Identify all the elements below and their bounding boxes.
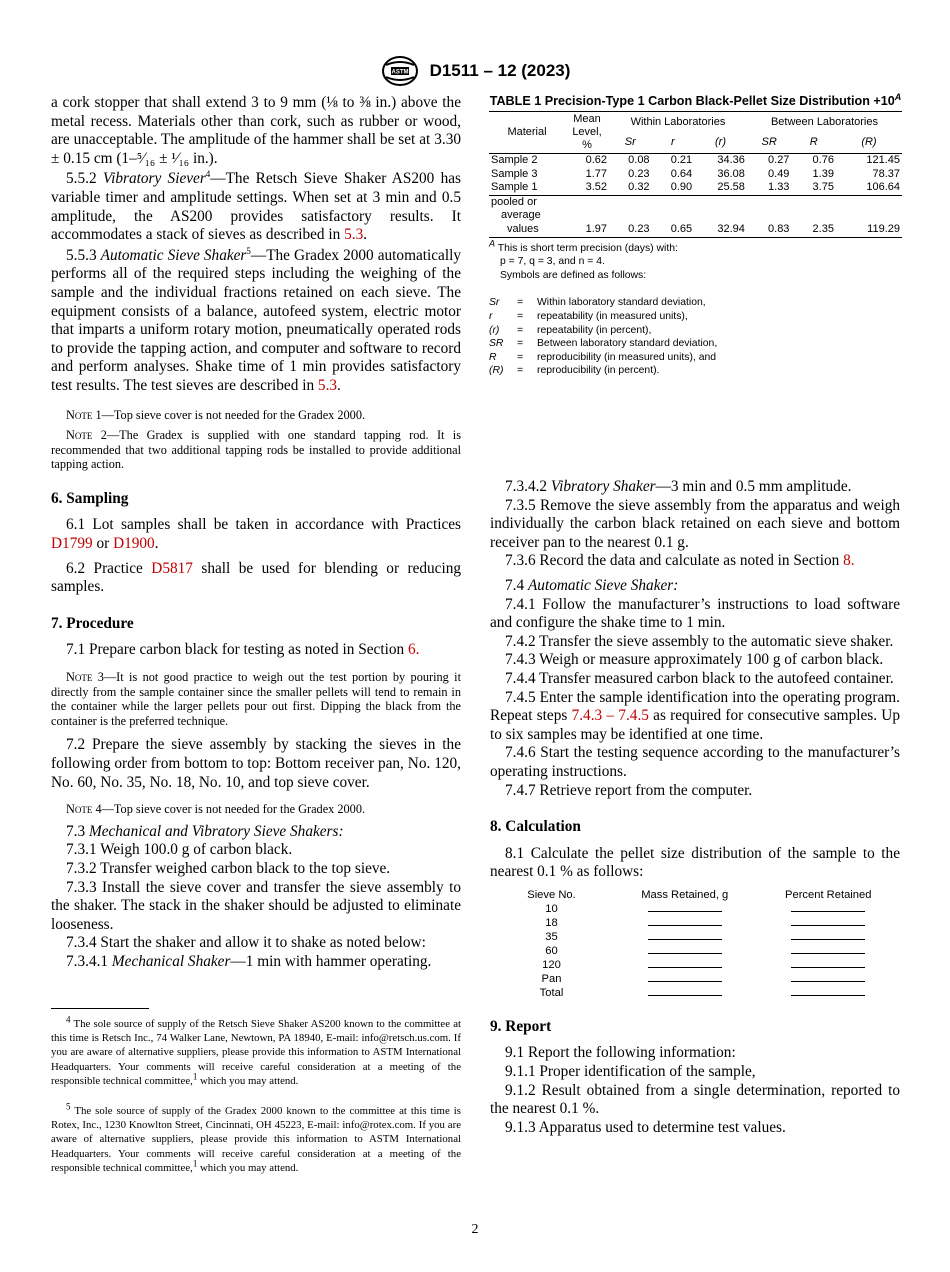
- page-header: [0, 55, 950, 87]
- link-section-6[interactable]: 6.: [407, 641, 420, 659]
- paragraph-7-3-4-2: 7.3.4.2 Vibratory Shaker—3 min and 0.5 mm amplitude.: [505, 478, 852, 495]
- link-section-8[interactable]: 8.: [843, 552, 855, 570]
- paragraph-7-3-3: 7.3.3 Install the sieve cover and transfer the sieve assembly to the shaker. The stack in the shaker should be adjusted to eliminate looseness.: [51, 878, 461, 933]
- footnote-5: $^5$ The sole source of supply of the Gradex 2000 known to the committee at this time is Rotex, Inc., 1230 Knowlton Street, Cincinnati, OH 45223, E-mail: info@rotex.com. If you are aware of alternative suppliers, please provide this information to ASTM International Headquarters. Your comments will receive careful consideration at a meeting of the responsible technical committee,$^1$ which you may attend.: [51, 1101, 461, 1174]
- paragraph-5-5-2: 5.5.2 Vibratory Siever$^4$—The Retsch Sieve Shaker AS200 has variable timer and amplitude settings. When set at 3 min and 0.5 amplitude, the AS200 provides satisfactory results. It accommodates a stack of sieves as described in 5.3.: [51, 169, 461, 244]
- note-4: Note 4—Top sieve cover is not needed for the Gradex 2000.: [66, 802, 366, 817]
- symbol-definition: Sr = Within laboratory standard deviation,: [489, 297, 706, 309]
- blank-field: [648, 986, 722, 996]
- astm-logo-icon: [380, 55, 420, 87]
- table-row: pooled or: [491, 195, 537, 208]
- header-sieve-no: Sieve No.: [527, 888, 576, 901]
- paragraph-7-3-5: 7.3.5 Remove the sieve assembly from the apparatus and weigh individually the carbon black retained on each sieve and bottom receiver pan to the nearest 0.1 g.: [490, 496, 900, 551]
- symbol-definition: R = reproducibility (in measured units), and: [489, 351, 717, 363]
- blank-field: [648, 902, 722, 912]
- table-row: 18: [490, 916, 900, 930]
- blank-field: [791, 986, 865, 996]
- paragraph-7-4-7: 7.4.7 Retrieve report from the computer.: [505, 781, 753, 799]
- paragraph-7-3-4: 7.3.4 Start the shaker and allow it to shake as noted below:: [66, 934, 426, 952]
- section-9-heading: 9. Report: [490, 1017, 552, 1035]
- table-row: Sample 1 3.52 0.32 0.90 25.58 1.33 3.75 106.64: [489, 181, 902, 195]
- table-footnote: $^A$ This is short term precision (days) with: p = 7, q = 3, and n = 4. Symbols are defined as follows: Sr = Within laboratory standard deviation, r = repeatability (in measured units), (r) = repeatability (in percent), SR = Between laboratory standard deviation, R = reproducibility (in measured units), and (R) = reproducibility (in percent).: [489, 242, 902, 378]
- header-within-laboratories: Within Laboratories: [609, 112, 747, 133]
- svg-text:ASTM: ASTM: [391, 69, 409, 76]
- header-SR: SR: [747, 133, 792, 154]
- note-3: Note 3—It is not good practice to weigh out the test portion by pouring it directly from the sample container since the smaller pellets will tend to remain in the container while the larger pellets pour out first. Dipping the black from the container is the preferred technique.: [51, 670, 461, 728]
- sieve-calculation-table: [490, 888, 900, 1000]
- paragraph-9-1-1: 9.1.1 Proper identification of the sample,: [505, 1063, 756, 1081]
- table-row: 10: [490, 902, 900, 916]
- symbol-definition: (R) = reproducibility (in percent).: [489, 365, 660, 377]
- header-sr: Sr: [609, 133, 652, 154]
- link-d1799[interactable]: D1799: [51, 535, 93, 553]
- paragraph-7-4-3: 7.4.3 Weigh or measure approximately 100 g of carbon black.: [505, 651, 884, 669]
- paragraph-7-3-4-1: 7.3.4.1 Mechanical Shaker—1 min with hammer operating.: [66, 952, 432, 970]
- blank-field: [791, 958, 865, 968]
- paragraph-7-4-2: 7.4.2 Transfer the sieve assembly to the automatic sieve shaker.: [505, 632, 894, 650]
- paragraph-7-3-1: 7.3.1 Weigh 100.0 g of carbon black.: [66, 841, 293, 859]
- paragraph-6-1: 6.1 Lot samples shall be taken in accordance with Practices D1799 or D1900.: [51, 516, 461, 553]
- left-column: [51, 94, 461, 972]
- blank-field: [648, 930, 722, 940]
- blank-field: [648, 958, 722, 968]
- header-r: r: [652, 133, 695, 154]
- blank-field: [791, 930, 865, 940]
- paragraph-7-4-5: 7.4.5 Enter the sample identification into the operating program. Repeat steps 7.4.3 – 7.4.5 as required for consecutive samples. Up to six samples may be identified at one time.: [490, 688, 900, 743]
- right-column: [490, 478, 900, 1137]
- footnote-ref-4[interactable]: 4: [205, 169, 211, 180]
- header-R-percent: (R): [836, 133, 902, 154]
- paragraph-7-4-4: 7.4.4 Transfer measured carbon black to the autofeed container.: [505, 669, 894, 687]
- header-r-percent: (r): [694, 133, 747, 154]
- footnote-divider: [51, 1008, 149, 1009]
- paragraph-continuation: a cork stopper that shall extend 3 to 9 mm (⅛ to ⅜ in.) above the metal recess. Materials other than cork, such as rubber or wood, are unacceptable. The amplitude of the hammer shall be set at 3.30 ± 0.15 cm (1–⁵⁄₁₆ ± ¹⁄₁₆ in.).: [51, 94, 461, 167]
- footnote-ref-5[interactable]: 5: [246, 245, 251, 256]
- header-mean-level: Mean Level, %: [565, 112, 609, 154]
- precision-table: [489, 111, 902, 238]
- footnote-4: $^4$ The sole source of supply of the Retsch Sieve Shaker AS200 known to the committee at this time is Retsch Inc., 74 Walker Lane, Newtown, PA 18940, E-mail: info@retsch.us.com. If you are aware of alternative suppliers, please provide this information to ASTM International Headquarters. Your comments will receive careful consideration at a meeting of the responsible technical committee,$^1$ which you may attend.: [51, 1014, 461, 1087]
- link-5-3[interactable]: 5.3: [344, 226, 364, 244]
- note-2: Note 2—The Gradex is supplied with one standard tapping rod. It is recommended that two additional tapping rods be installed to provide additional tapping action.: [51, 428, 461, 472]
- document-designation: D1511 – 12 (2023): [429, 61, 571, 80]
- paragraph-8-1: 8.1 Calculate the pellet size distribution of the sample to the nearest 0.1 % as follows:: [490, 844, 900, 881]
- link-steps-7-4-3-to-7-4-5[interactable]: 7.4.3 – 7.4.5: [571, 707, 649, 725]
- symbol-definition: SR = Between laboratory standard deviation,: [489, 338, 718, 350]
- note-1: Note 1—Top sieve cover is not needed for the Gradex 2000.: [66, 407, 366, 422]
- symbol-definition: r = repeatability (in measured units),: [489, 310, 688, 322]
- paragraph-7-3-2: 7.3.2 Transfer weighed carbon black to the top sieve.: [66, 859, 391, 877]
- paragraph-7-3: 7.3 Mechanical and Vibratory Sieve Shakers:: [66, 822, 344, 840]
- link-d5817[interactable]: D5817: [151, 559, 193, 577]
- header-percent-retained: Percent Retained: [785, 888, 872, 901]
- paragraph-7-4-1: 7.4.1 Follow the manufacturer’s instructions to load software and configure the shake time to 1 min.: [490, 595, 900, 632]
- paragraph-6-2: 6.2 Practice D5817 shall be used for blending or reducing samples.: [51, 559, 462, 596]
- paragraph-7-2: 7.2 Prepare the sieve assembly by stacking the sieves in the following order from bottom to top: Bottom receiver pan, No. 120, No. 60, No. 35, No. 18, No. 10, and top sieve cover.: [51, 736, 461, 791]
- header-R: R: [791, 133, 836, 154]
- table-row: 35: [490, 930, 900, 944]
- table-row-pooled: values 1.97 0.23 0.65 32.94 0.83 2.35 119.29: [489, 223, 902, 237]
- precision-table-block: [489, 91, 902, 378]
- blank-field: [791, 944, 865, 954]
- header-mass-retained: Mass Retained, g: [641, 888, 729, 901]
- table-caption: TABLE 1 Precision-Type 1 Carbon Black-Pellet Size Distribution $+10^A$: [489, 91, 902, 108]
- section-6-heading: 6. Sampling: [51, 489, 129, 507]
- section-7-heading: 7. Procedure: [51, 614, 134, 632]
- paragraph-5-5-3: 5.5.3 Automatic Sieve Shaker$^5$—The Gradex 2000 automatically performs all of the required steps including the weighing of the sample and the individual fractions retained on each sieve. The equipment consists of a balance, autofeed system, electric motor that imparts a uniform rotary motion, pneumatically operated rods to provide the tapping action, and computer and software to record and perform analyses. Shake time of 1 min provides satisfactory test results. The test sieves are described in 5.3.: [51, 245, 461, 394]
- link-5-3[interactable]: 5.3: [317, 376, 338, 394]
- symbol-definition: (r) = repeatability (in percent),: [489, 324, 652, 336]
- table-row: 60: [490, 944, 900, 958]
- section-8-heading: 8. Calculation: [490, 818, 581, 836]
- paragraph-7-1: 7.1 Prepare carbon black for testing as noted in Section 6.: [66, 641, 420, 659]
- paragraph-7-3-6: 7.3.6 Record the data and calculate as noted in Section 8.: [505, 552, 855, 570]
- paragraph-7-4-6: 7.4.6 Start the testing sequence according to the manufacturer’s operating instructions.: [490, 744, 900, 780]
- blank-field: [648, 944, 722, 954]
- blank-field: [648, 972, 722, 982]
- table-row: average: [501, 209, 541, 222]
- table-row: Total: [490, 986, 900, 1000]
- header-between-laboratories: Between Laboratories: [747, 112, 902, 133]
- table-row: 120: [490, 958, 900, 972]
- link-d1900[interactable]: D1900: [113, 535, 155, 553]
- blank-field: [648, 916, 722, 926]
- paragraph-7-4: 7.4 Automatic Sieve Shaker:: [505, 576, 679, 594]
- table-row: Sample 3 1.77 0.23 0.64 36.08 0.49 1.39 78.37: [491, 167, 900, 180]
- blank-field: [791, 916, 865, 926]
- paragraph-9-1: 9.1 Report the following information:: [505, 1044, 736, 1062]
- blank-field: [791, 972, 865, 982]
- blank-field: [791, 902, 865, 912]
- header-material: Material: [489, 112, 565, 154]
- paragraph-9-1-3: 9.1.3 Apparatus used to determine test values.: [505, 1118, 786, 1136]
- table-row: Sample 2 0.62 0.08 0.21 34.36 0.27 0.76 121.45: [491, 154, 900, 166]
- page-number: 2: [471, 1222, 479, 1237]
- paragraph-9-1-2: 9.1.2 Result obtained from a single determination, reported to the nearest 0.1 %.: [490, 1081, 900, 1118]
- table-row: Pan: [490, 972, 900, 986]
